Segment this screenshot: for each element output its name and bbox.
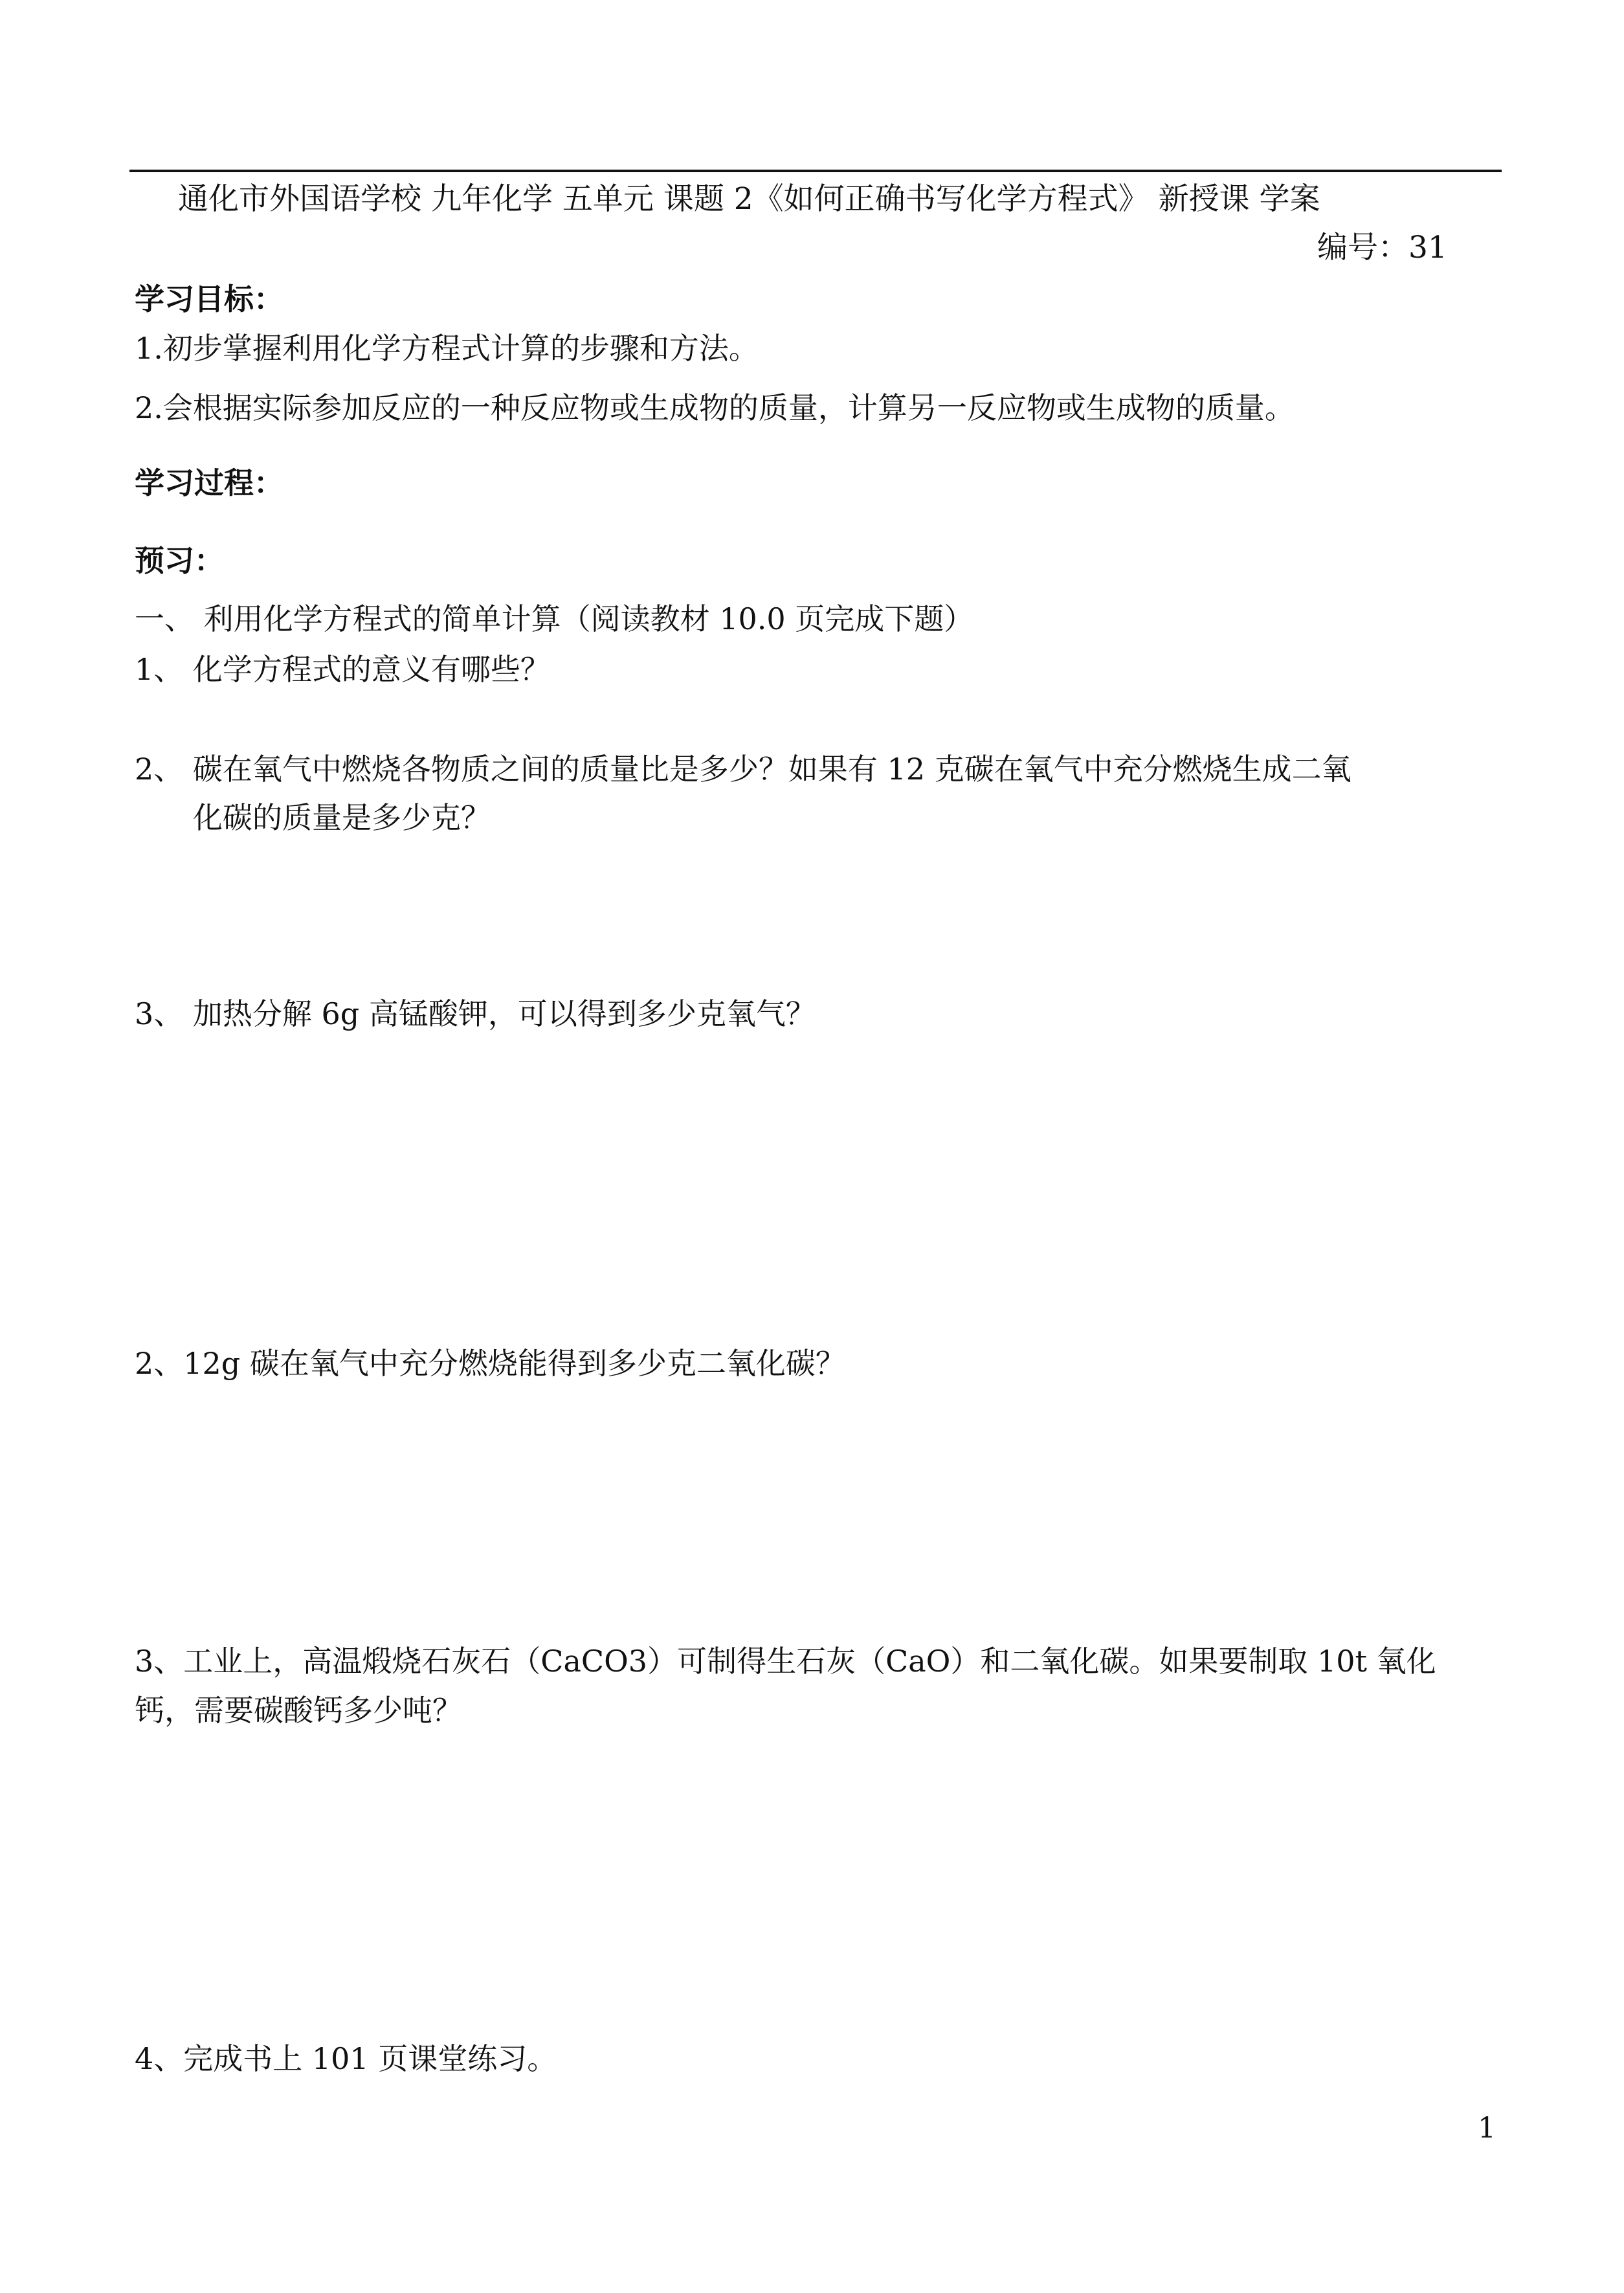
document-number: 编号：31 — [1317, 230, 1447, 265]
exercise-2: 2、12g 碳在氧气中充分燃烧能得到多少克二氧化碳？ — [135, 1346, 845, 1381]
exercise-3-line-2: 钙，需要碳酸钙多少吨？ — [135, 1693, 462, 1728]
objectives-heading: 学习目标： — [135, 282, 284, 317]
header-rule — [129, 170, 1502, 172]
exercise-3-line-1: 3、工业上，高温煅烧石灰石（CaCO3）可制得生石灰（CaO）和二氧化碳。如果要制取 10t 氧化 — [135, 1644, 1436, 1679]
page-number: 1 — [1478, 2112, 1496, 2145]
objective-item-2: 2.会根据实际参加反应的一种反应物或生成物的质量，计算另一反应物或生成物的质量。 — [135, 390, 1295, 425]
header-title: 通化市外国语学校 九年化学 五单元 课题 2《如何正确书写化学方程式》 新授课 学案 — [178, 181, 1320, 217]
preview-question-2-line-1: 2、 碳在氧气中燃烧各物质之间的质量比是多少？如果有 12 克碳在氧气中充分燃烧生成二氧 — [135, 752, 1351, 787]
preview-question-3: 3、 加热分解 6g 高锰酸钾，可以得到多少克氧气？ — [135, 996, 816, 1031]
exercise-4: 4、完成书上 101 页课堂练习。 — [135, 2041, 557, 2076]
preview-section-title: 一、 利用化学方程式的简单计算（阅读教材 10.0 页完成下题） — [135, 601, 974, 636]
preview-question-1: 1、 化学方程式的意义有哪些？ — [135, 652, 550, 687]
preview-heading: 预习： — [135, 543, 224, 578]
objective-item-1: 1.初步掌握利用化学方程式计算的步骤和方法。 — [135, 331, 759, 366]
process-heading: 学习过程： — [135, 465, 284, 500]
preview-question-2-line-2: 化碳的质量是多少克？ — [193, 800, 491, 835]
